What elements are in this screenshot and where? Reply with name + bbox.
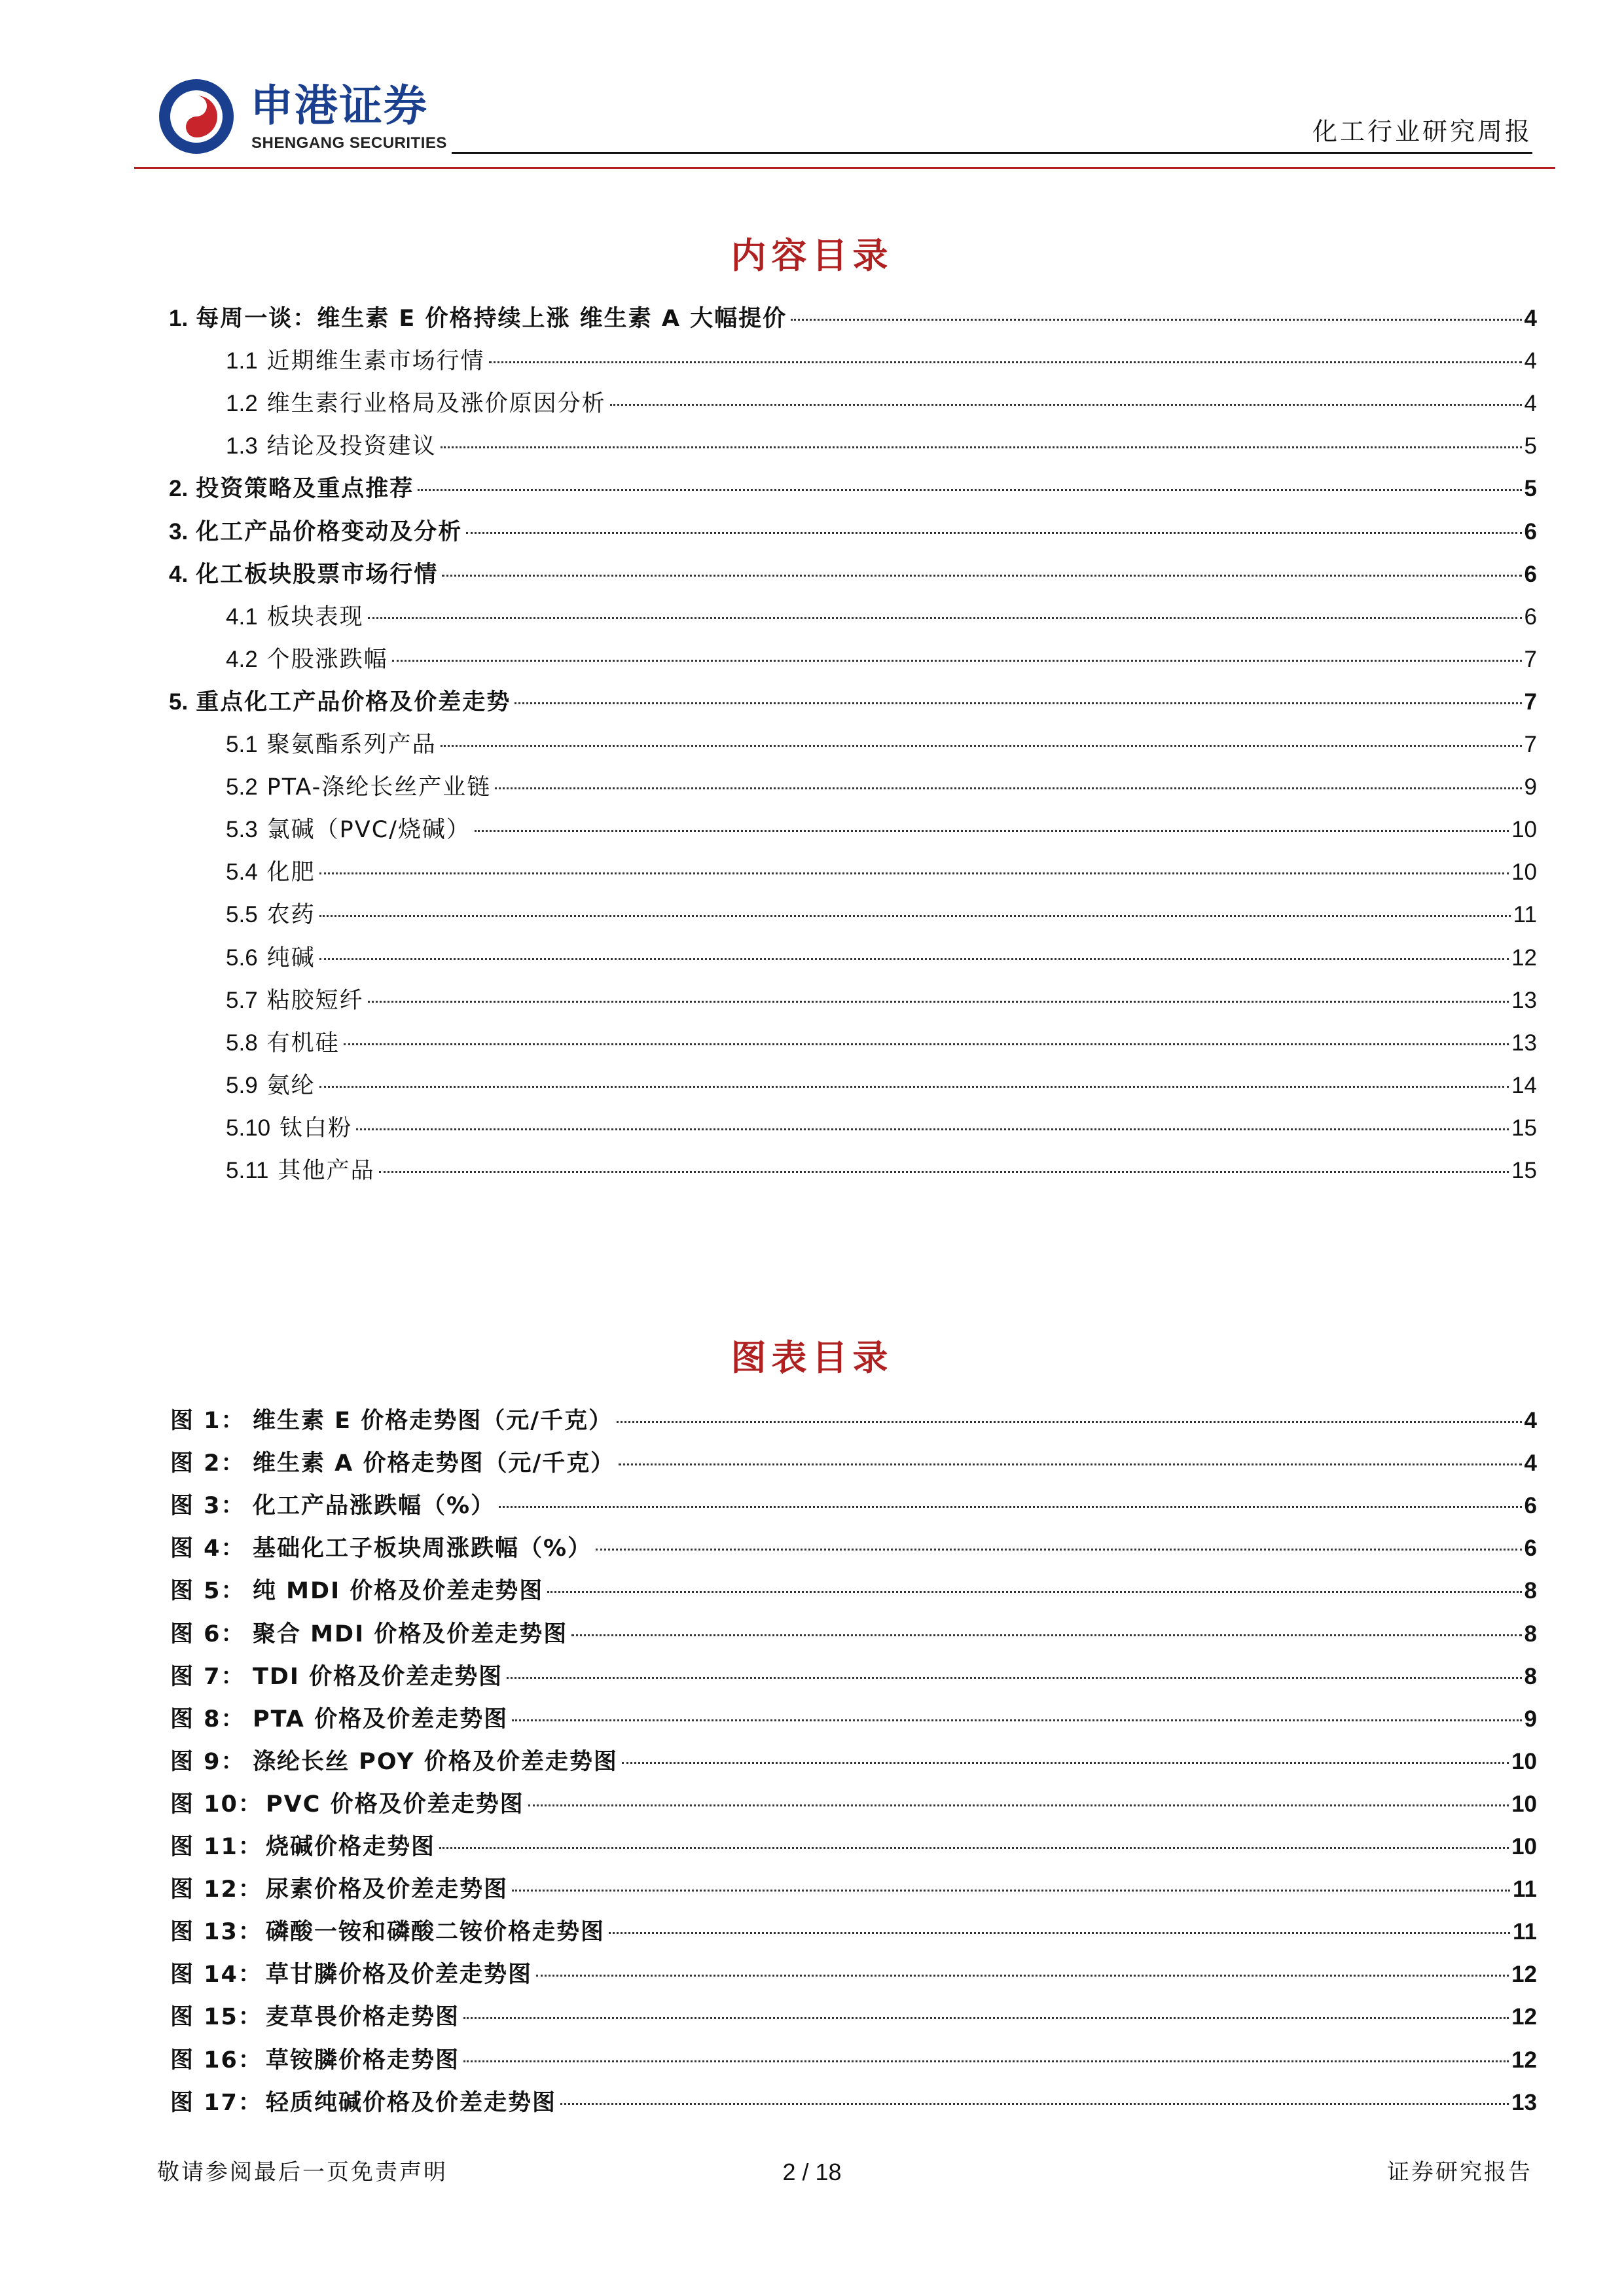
figure-entry-page: 12 [1511, 1962, 1537, 1987]
toc-entry[interactable] [226, 814, 1537, 846]
figure-entry[interactable] [170, 2044, 1537, 2077]
toc-entry[interactable] [169, 516, 1537, 548]
toc-entry-title: 重点化工产品价格及价差走势 [196, 689, 511, 715]
toc-entry-page: 7 [1524, 732, 1537, 757]
toc-entry-page: 6 [1524, 604, 1537, 630]
toc-entry-title: 有机硅 [266, 1030, 340, 1056]
figure-entry-page: 11 [1513, 1919, 1537, 1945]
toc-entry-title: 农药 [266, 902, 316, 928]
toc-entry[interactable] [226, 345, 1537, 378]
figure-entry-label: 图 9： [170, 1749, 245, 1775]
figure-entry-page: 12 [1511, 2047, 1537, 2073]
brand-name-en: SHENGANG SECURITIES [251, 134, 447, 152]
toc-entry-number: 5.7 [226, 988, 258, 1013]
figure-entry-page: 13 [1511, 2090, 1537, 2115]
figure-entry-page: 11 [1513, 1876, 1537, 1902]
report-type: 化工行业研究周报 [1312, 117, 1532, 146]
toc-entry[interactable] [226, 856, 1537, 889]
toc-entry-number: 5.5 [226, 902, 258, 927]
dot-leader [368, 1001, 1509, 1003]
dot-leader [512, 1719, 1521, 1721]
toc-entry-title: 板块表现 [266, 604, 364, 630]
dot-leader [596, 1549, 1521, 1551]
figure-entry-title: 涤纶长丝 POY 价格及价差走势图 [253, 1749, 618, 1775]
dot-leader [442, 575, 1521, 577]
figure-entry-title: 草铵膦价格走势图 [266, 2047, 460, 2073]
toc-entry-page: 15 [1511, 1158, 1537, 1183]
figure-entry[interactable] [170, 1490, 1537, 1522]
dot-leader [571, 1634, 1521, 1636]
figure-entry-page: 9 [1524, 1706, 1537, 1732]
toc-entry-title: 氯碱（PVC/烧碱） [266, 817, 471, 843]
figure-entry-title: 纯 MDI 价格及价差走势图 [253, 1578, 544, 1604]
toc-entry-title: 氨纶 [266, 1073, 316, 1099]
toc-entry-number: 5.9 [226, 1073, 258, 1098]
toc-entry-title: 化工产品价格变动及分析 [196, 519, 463, 545]
toc-entry-number: 4. [169, 562, 189, 587]
dot-leader [560, 2103, 1509, 2105]
toc-entry[interactable] [226, 1027, 1537, 1060]
figure-list-title: 图表目录 [731, 1337, 893, 1378]
dot-leader [463, 2060, 1509, 2062]
toc-entry[interactable] [169, 302, 1537, 335]
figure-entry[interactable] [170, 2001, 1537, 2034]
dot-leader [463, 2017, 1509, 2019]
figure-entry-page: 10 [1511, 1834, 1537, 1859]
figure-entry-label: 图 6： [170, 1621, 245, 1647]
toc-entry-page: 12 [1511, 945, 1537, 971]
figure-entry-label: 图 2： [170, 1450, 245, 1477]
toc-entry-number: 4.1 [226, 604, 258, 630]
toc-entry-number: 5. [169, 689, 189, 715]
toc-entry-page: 6 [1524, 519, 1537, 545]
figure-entry-label: 图 14： [170, 1962, 262, 1988]
figure-entry-title: TDI 价格及价差走势图 [253, 1664, 503, 1690]
toc-entry-number: 4.2 [226, 647, 258, 672]
figure-entry-title: 维生素 E 价格走势图（元/千克） [253, 1408, 613, 1434]
toc-entry-page: 13 [1511, 1030, 1537, 1056]
figure-entry[interactable] [170, 1532, 1537, 1565]
toc-entry-number: 5.8 [226, 1030, 258, 1056]
disclaimer-note: 敬请参阅最后一页免责声明 [157, 2159, 448, 2185]
toc-entry-page: 10 [1511, 859, 1537, 885]
figure-entry[interactable] [170, 1405, 1537, 1437]
toc-entry[interactable] [169, 686, 1537, 719]
dot-leader [609, 1932, 1510, 1934]
dot-leader [499, 1506, 1521, 1508]
figure-entry-label: 图 4： [170, 1535, 245, 1562]
dot-leader [495, 787, 1521, 789]
dot-leader [512, 1890, 1510, 1892]
toc-entry-title: 个股涨跌幅 [266, 647, 388, 673]
dot-leader [441, 745, 1522, 747]
figure-entry[interactable] [170, 1873, 1537, 1906]
figure-entry-page: 12 [1511, 2004, 1537, 2030]
toc-entry-number: 2. [169, 476, 189, 501]
figure-entry[interactable] [170, 1575, 1537, 1607]
toc-entry-title: 结论及投资建议 [266, 433, 437, 459]
toc-entry-title: 每周一谈：维生素 E 价格持续上涨 维生素 A 大幅提价 [196, 306, 787, 332]
toc-entry[interactable] [226, 387, 1537, 420]
figure-entry-title: 基础化工子板块周涨跌幅（%） [253, 1535, 592, 1562]
dot-leader [319, 1086, 1509, 1088]
dot-leader [507, 1677, 1521, 1679]
toc-entry-title: 维生素行业格局及涨价原因分析 [266, 391, 606, 417]
toc-entry-title: 粘胶短纤 [266, 988, 364, 1014]
figure-entry-page: 6 [1524, 1535, 1537, 1561]
dot-leader [791, 319, 1521, 321]
figure-entry-label: 图 15： [170, 2004, 262, 2030]
toc-entry[interactable] [226, 601, 1537, 634]
toc-entry-page: 15 [1511, 1115, 1537, 1141]
dot-leader [439, 1847, 1509, 1849]
toc-entry[interactable] [226, 728, 1537, 761]
figure-entry-title: 磷酸一铵和磷酸二铵价格走势图 [266, 1919, 605, 1945]
toc-entry-page: 13 [1511, 988, 1537, 1013]
dot-leader [418, 489, 1521, 491]
figure-entry-title: 草甘膦价格及价差走势图 [266, 1962, 533, 1988]
figure-entry-label: 图 7： [170, 1664, 245, 1690]
figure-entry-title: PTA 价格及价差走势图 [253, 1706, 509, 1732]
toc-entry-page: 5 [1524, 433, 1537, 459]
toc-entry-title: 其他产品 [278, 1158, 375, 1184]
toc-entry-number: 5.10 [226, 1115, 271, 1141]
figure-entry-title: 化工产品涨跌幅（%） [253, 1493, 496, 1519]
toc-entry-number: 3. [169, 519, 189, 545]
figure-entry[interactable] [170, 1746, 1537, 1778]
figure-entry-label: 图 17： [170, 2090, 262, 2116]
figure-entry-label: 图 10： [170, 1791, 262, 1818]
figure-entry-page: 4 [1524, 1408, 1537, 1433]
figure-entry-page: 10 [1511, 1791, 1537, 1817]
dot-leader [319, 872, 1509, 874]
toc-entry[interactable] [226, 771, 1537, 804]
figure-entry-title: 维生素 A 价格走势图（元/千克） [253, 1450, 615, 1477]
dot-leader [344, 1043, 1509, 1045]
toc-entry-page: 9 [1524, 774, 1537, 800]
dot-leader [466, 532, 1521, 534]
toc-entry-title: 化工板块股票市场行情 [196, 562, 439, 588]
toc-entry-number: 5.6 [226, 945, 258, 971]
figure-entry[interactable] [170, 1788, 1537, 1821]
dot-leader [528, 1804, 1509, 1806]
figure-entry[interactable] [170, 1703, 1537, 1736]
toc-entry-number: 1.1 [226, 348, 258, 374]
figure-entry-page: 8 [1524, 1621, 1537, 1647]
figure-entry-label: 图 3： [170, 1493, 245, 1519]
dot-leader [475, 830, 1509, 832]
report-label: 证券研究报告 [1387, 2159, 1532, 2185]
figure-entry-page: 4 [1524, 1450, 1537, 1476]
toc-entry-number: 5.11 [226, 1158, 269, 1183]
toc-entry[interactable] [169, 473, 1537, 505]
toc-entry[interactable] [226, 1112, 1537, 1145]
figure-entry-label: 图 11： [170, 1834, 262, 1860]
dot-leader [319, 915, 1511, 917]
toc-entry-page: 6 [1524, 562, 1537, 587]
toc-entry-title: PTA-涤纶长丝产业链 [266, 774, 492, 800]
toc-entry-page: 5 [1524, 476, 1537, 501]
dot-leader [379, 1171, 1509, 1173]
dot-leader [619, 1463, 1521, 1465]
toc-entry[interactable] [226, 643, 1537, 676]
toc-entry-number: 5.2 [226, 774, 258, 800]
dot-leader [441, 446, 1522, 448]
toc-entry-title: 钛白粉 [280, 1115, 353, 1141]
toc-entry-page: 7 [1524, 689, 1537, 715]
toc-entry-page: 4 [1524, 306, 1537, 331]
figure-entry-page: 10 [1511, 1749, 1537, 1774]
toc-entry[interactable] [226, 899, 1537, 931]
figure-entry[interactable] [170, 1916, 1537, 1948]
toc-entry-title: 纯碱 [266, 945, 316, 971]
figure-entry[interactable] [170, 1660, 1537, 1693]
dot-leader [489, 361, 1522, 363]
figure-entry[interactable] [170, 1958, 1537, 1991]
figure-entry-page: 6 [1524, 1493, 1537, 1518]
dot-leader [547, 1591, 1521, 1593]
figure-entry-title: 尿素价格及价差走势图 [266, 1876, 509, 1903]
figure-entry-page: 8 [1524, 1578, 1537, 1604]
toc-entry[interactable] [226, 1069, 1537, 1102]
dot-leader [622, 1762, 1509, 1764]
toc-entry-page: 4 [1524, 391, 1537, 416]
figure-entry[interactable] [170, 1831, 1537, 1863]
toc-title: 内容目录 [731, 235, 893, 276]
page-number: 2 / 18 [782, 2159, 842, 2185]
dot-leader [392, 660, 1522, 662]
toc-entry-title: 投资策略及重点推荐 [196, 476, 414, 502]
toc-entry-page: 4 [1524, 348, 1537, 374]
toc-entry-page: 10 [1511, 817, 1537, 842]
figure-entry[interactable] [170, 1447, 1537, 1480]
toc-entry-number: 1.2 [226, 391, 258, 416]
toc-entry-number: 1. [169, 306, 189, 331]
toc-entry[interactable] [169, 558, 1537, 591]
figure-entry-label: 图 5： [170, 1578, 245, 1604]
dot-leader [368, 617, 1522, 619]
toc-entry-page: 11 [1513, 902, 1537, 927]
toc-entry-number: 5.1 [226, 732, 258, 757]
toc-entry-title: 化肥 [266, 859, 316, 886]
toc-entry-title: 近期维生素市场行情 [266, 348, 485, 374]
company-logo [157, 77, 236, 156]
toc-entry-page: 14 [1511, 1073, 1537, 1098]
figure-entry-title: 聚合 MDI 价格及价差走势图 [253, 1621, 568, 1647]
figure-entry-title: 麦草畏价格走势图 [266, 2004, 460, 2030]
toc-entry[interactable] [226, 984, 1537, 1017]
dot-leader [514, 702, 1521, 704]
toc-entry[interactable] [226, 1155, 1537, 1187]
dot-leader [610, 404, 1522, 406]
figure-entry-label: 图 8： [170, 1706, 245, 1732]
figure-entry-label: 图 12： [170, 1876, 262, 1903]
header-rule [452, 152, 1532, 154]
toc-entry-title: 聚氨酯系列产品 [266, 732, 437, 758]
dot-leader [356, 1128, 1509, 1130]
figure-entry-label: 图 16： [170, 2047, 262, 2073]
dot-leader [319, 958, 1509, 960]
toc-entry[interactable] [226, 942, 1537, 975]
figure-entry-page: 8 [1524, 1664, 1537, 1689]
figure-entry-title: PVC 价格及价差走势图 [266, 1791, 524, 1818]
toc-entry-number: 5.3 [226, 817, 258, 842]
dot-leader [617, 1421, 1521, 1423]
figure-entry-title: 烧碱价格走势图 [266, 1834, 436, 1860]
figure-entry[interactable] [170, 2087, 1537, 2119]
toc-entry-number: 5.4 [226, 859, 258, 885]
brand-name: 申港证券 [250, 81, 428, 131]
toc-entry[interactable] [226, 430, 1537, 463]
toc-entry-number: 1.3 [226, 433, 258, 459]
figure-entry[interactable] [170, 1618, 1537, 1651]
figure-entry-title: 轻质纯碱价格及价差走势图 [266, 2090, 557, 2116]
header-red-rule [134, 167, 1555, 169]
dot-leader [536, 1975, 1509, 1977]
figure-entry-label: 图 13： [170, 1919, 262, 1945]
figure-entry-label: 图 1： [170, 1408, 245, 1434]
toc-entry-page: 7 [1524, 647, 1537, 672]
